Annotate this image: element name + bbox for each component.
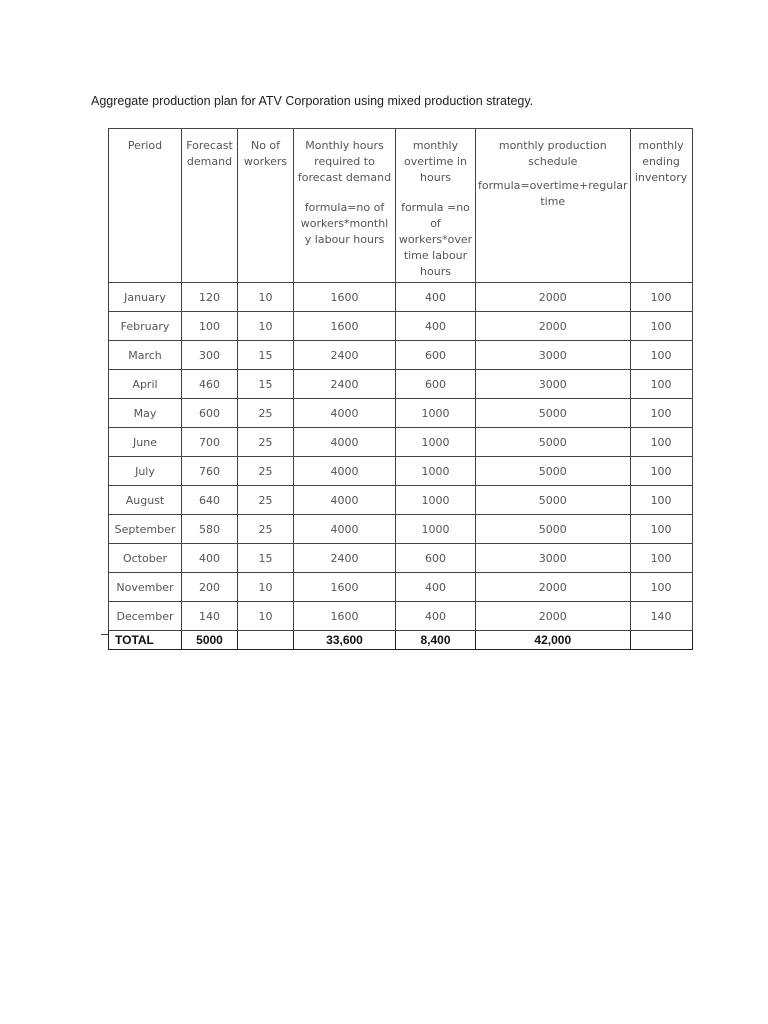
cell-workers: 10 [238, 283, 294, 312]
total-workers [238, 631, 294, 650]
header-inventory [630, 129, 692, 283]
cell-hours: 2400 [294, 341, 396, 370]
cell-hours: 4000 [294, 428, 396, 457]
cell-schedule: 2000 [476, 573, 631, 602]
cell-schedule: 5000 [476, 515, 631, 544]
cell-overtime: 600 [396, 341, 476, 370]
cell-overtime: 600 [396, 370, 476, 399]
cell-inventory: 100 [630, 544, 692, 573]
header-inventory-label: monthly ending inventory [634, 139, 688, 184]
cell-schedule: 5000 [476, 428, 631, 457]
cell-hours: 4000 [294, 515, 396, 544]
header-overtime-formula: formula =no of workers*over time labour hours [398, 201, 473, 278]
cell-overtime: 1000 [396, 428, 476, 457]
page-title: Aggregate production plan for ATV Corporation using mixed production strategy. [91, 94, 534, 108]
cell-schedule: 5000 [476, 486, 631, 515]
cell-overtime: 400 [396, 602, 476, 631]
header-hours [294, 129, 396, 283]
header-forecast [182, 129, 238, 283]
cell-period: December [109, 602, 182, 631]
cell-workers: 10 [238, 312, 294, 341]
total-schedule: 42,000 [476, 631, 631, 650]
cell-forecast: 760 [182, 457, 238, 486]
table-row [109, 544, 693, 573]
cell-workers: 10 [238, 573, 294, 602]
header-schedule [476, 129, 631, 283]
cell-inventory: 100 [630, 515, 692, 544]
cell-period: March [109, 341, 182, 370]
header-overtime [396, 129, 476, 283]
cell-period: July [109, 457, 182, 486]
cell-schedule: 3000 [476, 370, 631, 399]
cell-inventory: 140 [630, 602, 692, 631]
cell-period: February [109, 312, 182, 341]
table-row [109, 428, 693, 457]
cell-inventory: 100 [630, 457, 692, 486]
header-schedule-label: monthly production schedule [498, 139, 607, 168]
cell-forecast: 100 [182, 312, 238, 341]
cell-period: May [109, 399, 182, 428]
cell-schedule: 2000 [476, 312, 631, 341]
cell-overtime: 400 [396, 573, 476, 602]
cell-forecast: 460 [182, 370, 238, 399]
header-workers-label: No of workers [243, 139, 288, 168]
total-label: TOTAL [109, 631, 182, 650]
cell-forecast: 120 [182, 283, 238, 312]
cell-forecast: 400 [182, 544, 238, 573]
total-row [109, 631, 693, 650]
cell-inventory: 100 [630, 486, 692, 515]
cell-workers: 15 [238, 370, 294, 399]
cell-forecast: 700 [182, 428, 238, 457]
cell-hours: 4000 [294, 457, 396, 486]
cell-period: January [109, 283, 182, 312]
cell-hours: 4000 [294, 486, 396, 515]
header-row [109, 129, 693, 283]
table-row [109, 283, 693, 312]
cell-hours: 2400 [294, 370, 396, 399]
cell-schedule: 2000 [476, 283, 631, 312]
header-overtime-label: monthly overtime in hours [404, 139, 467, 184]
cell-schedule: 5000 [476, 457, 631, 486]
cell-period: June [109, 428, 182, 457]
cell-overtime: 1000 [396, 457, 476, 486]
cell-forecast: 300 [182, 341, 238, 370]
cell-overtime: 1000 [396, 515, 476, 544]
header-schedule-formula: formula=overtime+regular time [478, 179, 628, 208]
total-inventory [630, 631, 692, 650]
cell-schedule: 3000 [476, 341, 631, 370]
header-forecast-label: Forecast demand [186, 139, 233, 168]
cell-inventory: 100 [630, 573, 692, 602]
table-row [109, 341, 693, 370]
cell-hours: 1600 [294, 602, 396, 631]
cell-schedule: 5000 [476, 399, 631, 428]
cell-period: September [109, 515, 182, 544]
table-row [109, 399, 693, 428]
total-forecast: 5000 [182, 631, 238, 650]
table-row [109, 602, 693, 631]
cell-period: October [109, 544, 182, 573]
cell-workers: 25 [238, 457, 294, 486]
cell-workers: 25 [238, 515, 294, 544]
cell-inventory: 100 [630, 370, 692, 399]
cell-hours: 1600 [294, 573, 396, 602]
cell-forecast: 140 [182, 602, 238, 631]
header-workers [238, 129, 294, 283]
cell-workers: 15 [238, 544, 294, 573]
table-row [109, 573, 693, 602]
cell-overtime: 400 [396, 312, 476, 341]
table-row [109, 486, 693, 515]
cell-overtime: 1000 [396, 399, 476, 428]
table-row [109, 515, 693, 544]
cell-inventory: 100 [630, 399, 692, 428]
cell-hours: 1600 [294, 283, 396, 312]
cell-hours: 4000 [294, 399, 396, 428]
cell-hours: 1600 [294, 312, 396, 341]
table-row [109, 457, 693, 486]
cell-workers: 25 [238, 428, 294, 457]
header-period-label: Period [127, 139, 163, 152]
cell-forecast: 640 [182, 486, 238, 515]
cell-forecast: 600 [182, 399, 238, 428]
cell-workers: 10 [238, 602, 294, 631]
cell-inventory: 100 [630, 428, 692, 457]
cell-period: August [109, 486, 182, 515]
cell-period: November [109, 573, 182, 602]
cell-schedule: 2000 [476, 602, 631, 631]
cell-inventory: 100 [630, 283, 692, 312]
cell-overtime: 600 [396, 544, 476, 573]
cell-forecast: 580 [182, 515, 238, 544]
table-row [109, 312, 693, 341]
production-plan-table [108, 128, 693, 650]
header-hours-formula: formula=no of workers*monthl y labour hours [300, 201, 389, 246]
total-overtime: 8,400 [396, 631, 476, 650]
cell-workers: 25 [238, 486, 294, 515]
cell-overtime: 1000 [396, 486, 476, 515]
header-period [109, 129, 182, 283]
cell-workers: 25 [238, 399, 294, 428]
table-row [109, 370, 693, 399]
cell-inventory: 100 [630, 341, 692, 370]
cell-forecast: 200 [182, 573, 238, 602]
cell-period: April [109, 370, 182, 399]
cell-schedule: 3000 [476, 544, 631, 573]
total-hours: 33,600 [294, 631, 396, 650]
cell-hours: 2400 [294, 544, 396, 573]
cell-inventory: 100 [630, 312, 692, 341]
cell-workers: 15 [238, 341, 294, 370]
header-hours-label: Monthly hours required to forecast demand [297, 139, 392, 184]
cell-overtime: 400 [396, 283, 476, 312]
